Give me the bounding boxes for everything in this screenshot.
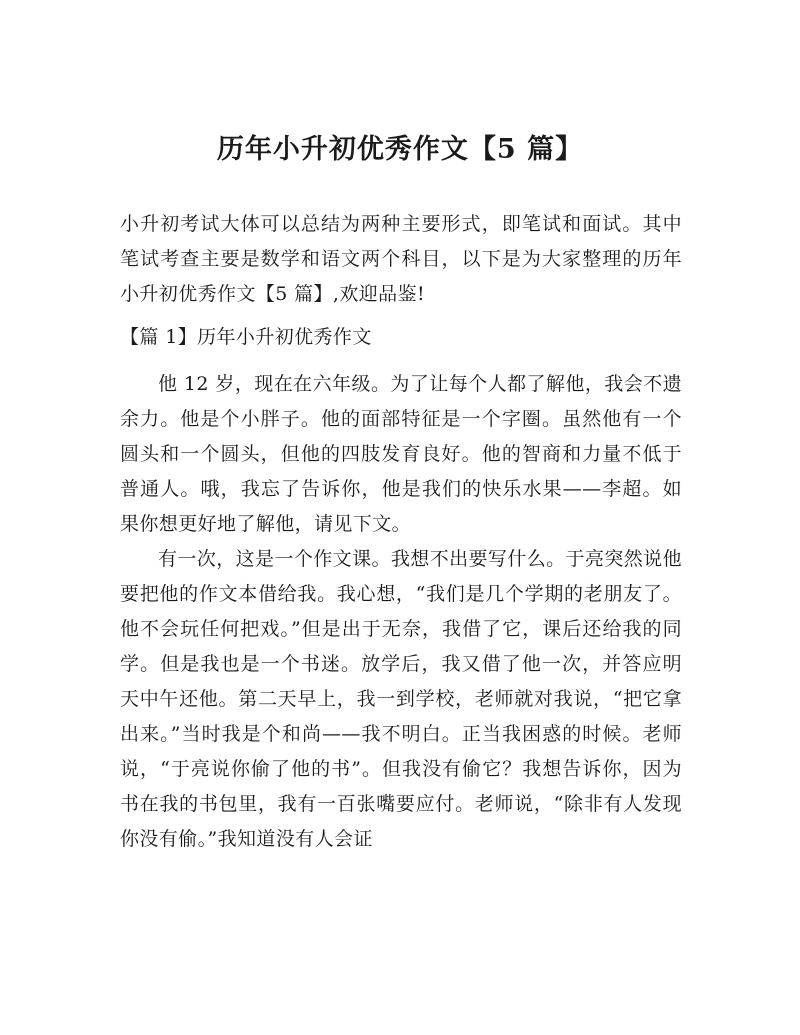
body-paragraph-1: 他 12 岁，现在在六年级。为了让每个人都了解他，我会不遗余力。他是个小胖子。他的面部特征是一个字圈。虽然他有一个圆头和一个圆头，但他的四肢发育良好。他的智商和力量不低于普通人。哦，我忘了告诉你，他是我们的快乐水果——李超。如果你想更好地了解他，请见下文。: [120, 373, 682, 535]
document-body: [120, 207, 682, 857]
body-paragraph-2: 有一次，这是一个作文课。我想不出要写什么。于亮突然说他要把他的作文本借给我。我心想，“我们是几个学期的老朋友了。他不会玩任何把戏。”但是出于无奈，我借了它，课后还给我的同学。但是我也是一个书迷。放学后，我又借了他一次，并答应明天中午还他。第二天早上，我一到学校，老师就对我说，“把它拿出来。”当时我是个和尚——我不明白。正当我困惑的时候。老师说，“于亮说你偷了他的书”。但我没有偷它？我想告诉你，因为书在我的书包里，我有一百张嘴要应付。老师说，“除非有人发现你没有偷。”我知道没有人会证: [120, 548, 682, 850]
intro-paragraph: 小升初考试大体可以总结为两种主要形式，即笔试和面试。其中笔试考查主要是数学和语文两个科目，以下是为大家整理的历年小升初优秀作文【5 篇】,欢迎品鉴!: [120, 213, 682, 305]
document-title: 历年小升初优秀作文【5 篇】: [216, 134, 584, 165]
section-heading: 【篇 1】历年小升初优秀作文: [120, 326, 372, 348]
